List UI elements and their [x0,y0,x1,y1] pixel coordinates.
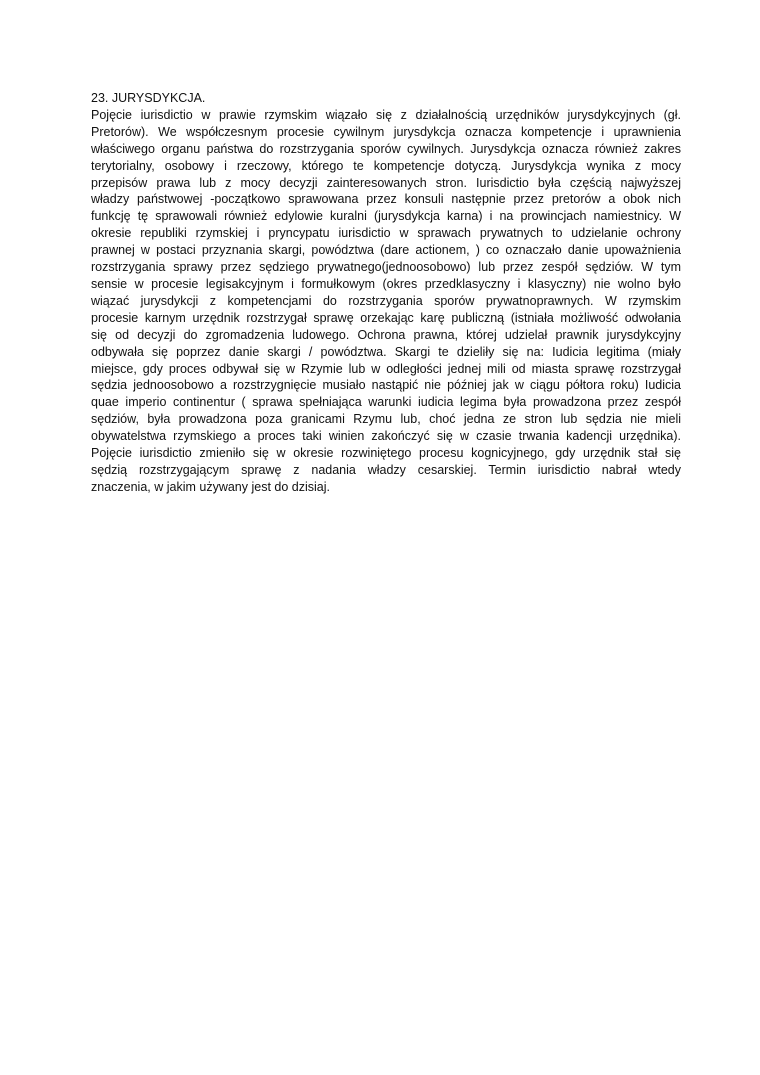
paragraph-line: sędziów, była prowadzona poza granicami Rzymu lub, choć jedna ze stron lub sędzia nie mieli [91,412,681,427]
paragraph-line: sędzią rozstrzygającym sprawę z nadania władzy cesarskiej. Termin iurisdictio nabrał wtedy [91,462,681,477]
paragraph-line: władzy państwowej -początkowo sprawowana przez konsuli następnie przez pretorów a obok nich [91,192,681,207]
paragraph-line: quae imperio continentur ( sprawa spełniająca warunki iudicia legima była prowadzona przez zespół [91,395,681,410]
document-body [91,90,681,496]
paragraph-line: Pojęcie iurisdictio w prawie rzymskim wiązało się z działalnością urzędników jurysdykcyjnych (gł. [91,107,681,122]
paragraph-line: miejsce, gdy proces odbywał się w Rzymie lub w odległości jednej mili od miasta sprawę rozstrzygał [91,361,681,376]
paragraph-line: sensie w procesie legisakcyjnym i formułkowym (okres przedklasyczny i klasyczny) nie wolno było [91,276,681,291]
paragraph-line: Pojęcie iurisdictio zmieniło się w okresie rozwiniętego procesu kognicyjnego, gdy urzędnik stał się [91,446,681,461]
paragraph-line: obywatelstwa rzymskiego a proces taki winien zakończyć się w czasie trwania kadencji urzędnika). [91,429,681,444]
paragraph-line: okresie republiki rzymskiej i pryncypatu iurisdictio w sprawach prywatnych to udzielanie ochrony [91,226,681,241]
paragraph-line: terytorialny, osobowy i rzeczowy, którego te kompetencje dotyczą. Jurysdykcja wynika z mocy [91,158,681,173]
paragraph-line: właściwego organu państwa do rozstrzygania sporów cywilnych. Jurysdykcja oznacza również zakres [91,141,681,156]
paragraph-line: funkcję tę sprawowali również edylowie kuralni (jurysdykcja karna) i na prowincjach namiestnicy. W [91,209,681,224]
paragraph-line: przepisów prawa lub z mocy decyzji zainteresowanych stron. Iurisdictio była częścią najwyższej [91,175,681,190]
paragraph-line: znaczenia, w jakim używany jest do dzisiaj. [91,479,330,494]
paragraph-line: Pretorów). We współczesnym procesie cywilnym jurysdykcja oznacza kompetencje i uprawnienia [91,124,681,139]
paragraph-line: rozstrzygania sprawy przez sędziego prywatnego(jednoosobowo) lub przez zespół sędziów. W tym [91,260,681,275]
section-heading: 23. JURYSDYKCJA. [91,91,206,105]
paragraph-line: odbywała się poprzez danie skargi / powództwa. Skargi te dzieliły się na: Iudicia legitima (miały [91,344,681,359]
paragraph-line: procesie karnym urzędnik rozstrzygał sprawę orzekając karę publiczną (istniała możliwość odwołania [91,310,681,325]
paragraph-line: się od decyzji do zgromadzenia ludowego. Ochrona prawna, której udzielał prawnik jurysdykcyjny [91,327,681,342]
paragraph-line: wiązać jurysdykcji z kompetencjami do rozstrzygania sporów prywatnoprawnych. W rzymskim [91,293,681,308]
paragraph-line: sędzia jednoosobowo a rozstrzygnięcie musiało nastąpić nie później jak w ciągu półtora roku) Iudicia [91,378,681,393]
paragraph-line: prawnej w postaci przyznania skargi, powództwa (dare actionem, ) co oznaczało danie upoważnienia [91,243,681,258]
